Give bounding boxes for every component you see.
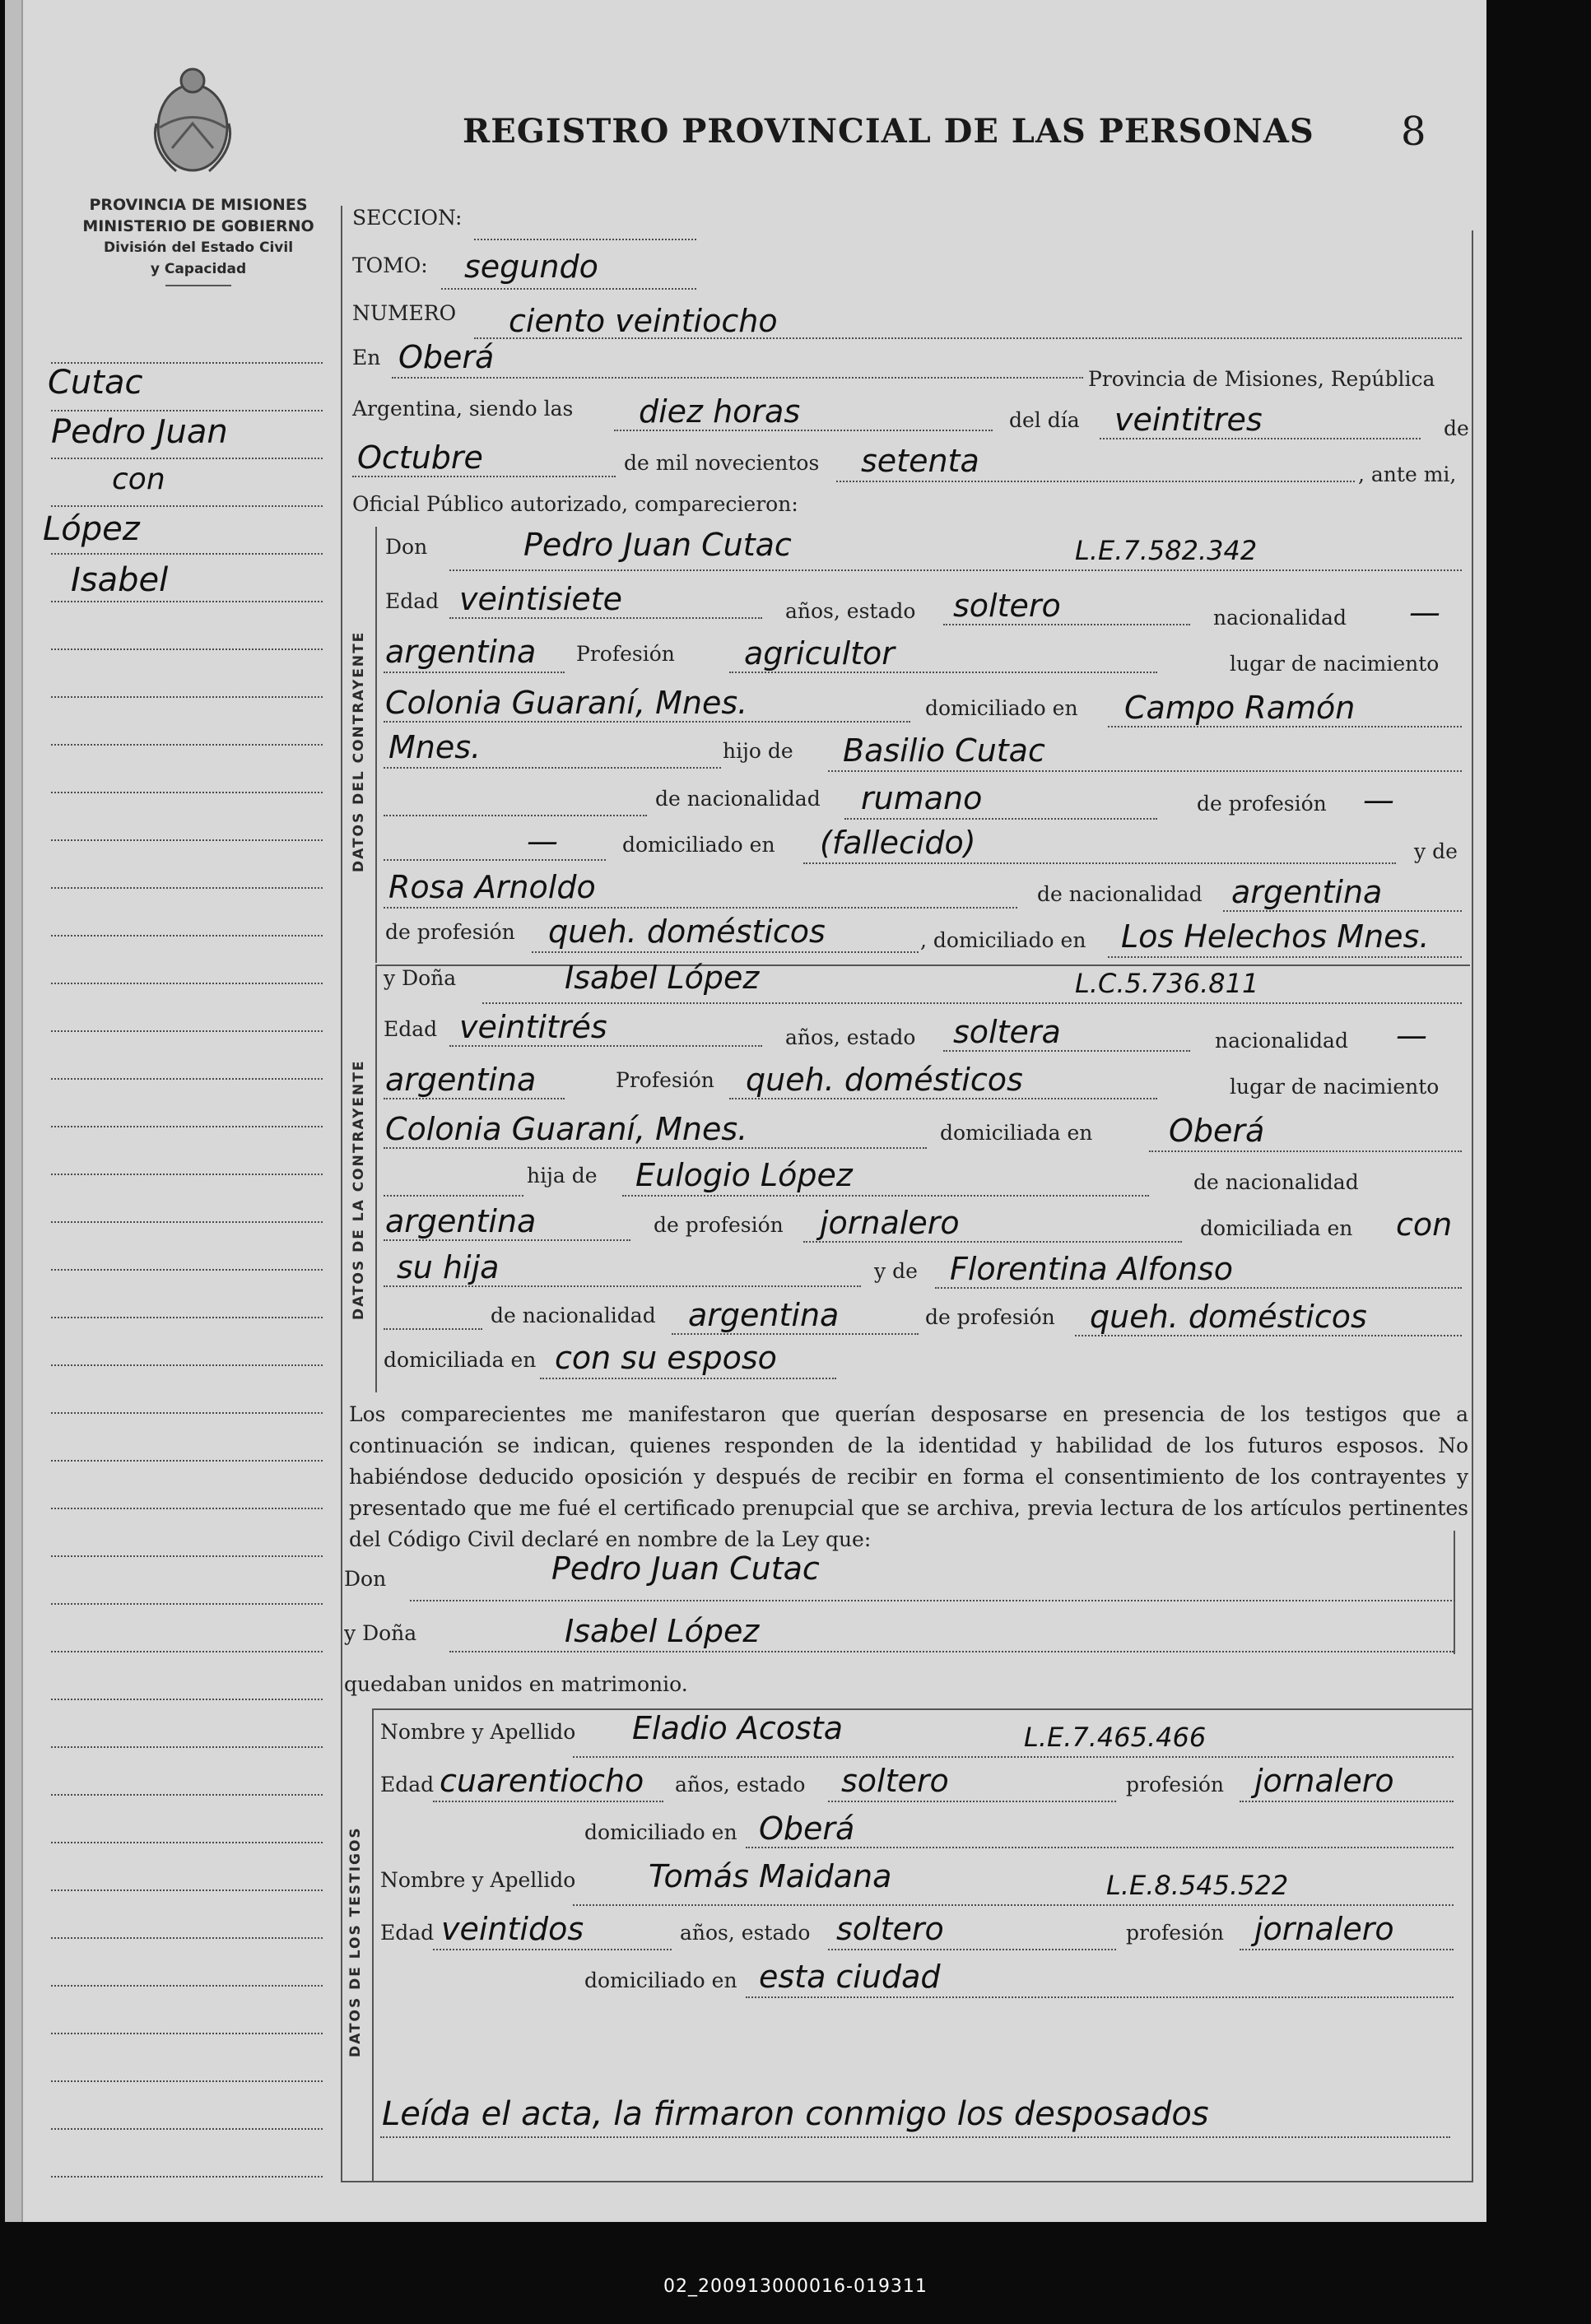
label-y-de-bride: y de	[874, 1259, 918, 1283]
witness1-profession: jornalero	[1254, 1763, 1394, 1799]
groom-document: L.E.7.582.342	[1075, 535, 1258, 566]
bottom-frame	[341, 2181, 1473, 2182]
page-number: 8	[1401, 109, 1426, 155]
label-de-mil: de mil novecientos	[624, 451, 820, 475]
bride-profession: queh. domésticos	[746, 1062, 1023, 1098]
margin-ruled-line	[51, 887, 323, 889]
label-de: de	[1444, 416, 1469, 440]
margin-surname-2: López	[43, 510, 140, 548]
label-y-dona-declaration: y Doña	[344, 1621, 417, 1645]
witness1-name: Eladio Acosta	[632, 1710, 843, 1746]
label-hija-de: hija de	[527, 1164, 598, 1188]
mes-value: Octubre	[357, 439, 483, 476]
label-lugar-nacimiento: lugar de nacimiento	[1230, 652, 1440, 676]
margin-ruled-line	[51, 1651, 323, 1652]
witness1-age: cuarentiocho	[440, 1763, 644, 1799]
label-de-profesion-mother: de profesión	[385, 920, 515, 944]
label-profesion: Profesión	[576, 642, 675, 666]
bride-age: veintitrés	[459, 1009, 607, 1045]
label-anos-estado-bride: años, estado	[785, 1025, 916, 1049]
groom-age: veintisiete	[459, 581, 622, 617]
bride-father-nationality: argentina	[385, 1203, 537, 1239]
witness2-status: soltero	[836, 1911, 944, 1947]
label-edad-w2: Edad	[380, 1921, 435, 1945]
label-hijo-de: hijo de	[723, 739, 793, 763]
label-don-declaration: Don	[344, 1567, 387, 1591]
bride-mother-nationality: argentina	[688, 1297, 840, 1333]
groom-name: Pedro Juan Cutac	[523, 527, 792, 563]
label-domiciliada-en: domiciliada en	[940, 1121, 1093, 1145]
groom-nationality-dash: —	[1409, 594, 1440, 630]
groom-nationality: argentina	[385, 634, 537, 670]
hora-value: diez horas	[639, 393, 801, 430]
groom-father-domicile: (fallecido)	[820, 825, 976, 861]
label-lugar-nacimiento-bride: lugar de nacimiento	[1230, 1075, 1440, 1099]
label-domiciliado-en-father: domiciliado en	[622, 833, 775, 857]
margin-divider	[341, 206, 342, 2181]
label-domiciliado-en-mother: , domiciliado en	[920, 928, 1086, 952]
label-profesion-w1: profesión	[1126, 1773, 1225, 1796]
label-en: En	[352, 346, 381, 370]
label-de-nacionalidad: de nacionalidad	[655, 787, 821, 811]
margin-con: con	[112, 462, 165, 496]
margin-ruled-line	[51, 983, 323, 984]
label-seccion: SECCION:	[352, 206, 463, 230]
label-tomo: TOMO:	[352, 253, 428, 277]
margin-ruled-line	[51, 1412, 323, 1414]
margin-ruled-line	[51, 1985, 323, 1987]
label-de-profesion-bride-mother: de profesión	[925, 1305, 1055, 1329]
groom-mother-domicile: Los Helechos Mnes.	[1121, 918, 1430, 955]
numero-value: ciento veintiocho	[509, 303, 778, 339]
margin-ruled-line	[51, 2033, 323, 2034]
label-argentina-siendo: Argentina, siendo las	[352, 397, 574, 421]
margin-ruled-line	[51, 1364, 323, 1366]
margin-ruled-line	[51, 792, 323, 793]
label-y-dona: y Doña	[384, 966, 457, 990]
label-numero: NUMERO	[352, 301, 457, 325]
right-frame	[1472, 230, 1473, 2181]
groom-father-domicile-dash: —	[527, 823, 558, 859]
image-caption: 02_200913000016-019311	[663, 2276, 928, 2297]
margin-ruled-line	[51, 2128, 323, 2130]
groom-domicile-2: Mnes.	[388, 729, 481, 765]
label-de-nacionalidad-mother: de nacionalidad	[1037, 882, 1203, 906]
declared-groom: Pedro Juan Cutac	[551, 1550, 820, 1587]
bride-document: L.C.5.736.811	[1075, 968, 1259, 999]
label-provincia: Provincia de Misiones, República	[1088, 367, 1435, 391]
label-domiciliado-en-w1: domiciliado en	[584, 1820, 737, 1844]
margin-ruled-line	[51, 2176, 323, 2178]
margin-ruled-line	[51, 744, 323, 746]
label-nacionalidad-bride: nacionalidad	[1215, 1029, 1348, 1053]
witness1-status: soltero	[841, 1763, 949, 1799]
closing-statement: Leída el acta, la firmaron conmigo los desposados	[382, 2095, 1209, 2133]
label-profesion-bride: Profesión	[616, 1068, 714, 1092]
division-line2: y Capacidad	[150, 261, 247, 277]
margin-given-names-2: Isabel	[71, 561, 169, 599]
declaration-paragraph: Los comparecientes me manifestaron que querían desposarse en presencia de los testigos que a continuación se indican, quienes responden de la identidad y habilidad de los futuros esposos. No habiéndose deducido oposición y después de recibir en forma el consentimiento de los contrayentes y presentado que me fué el certificado prenupcial que se archiva, previa lectura de los artículos pertinentes del Código Civil declaré en nombre de la Ley que:	[349, 1402, 1468, 1551]
margin-ruled-line	[51, 1746, 323, 1748]
margin-ruled-line	[51, 410, 323, 411]
label-edad-w1: Edad	[380, 1773, 435, 1796]
label-oficial: Oficial Público autorizado, comparecieron:	[352, 492, 798, 516]
witness2-profession: jornalero	[1254, 1911, 1394, 1947]
label-de-profesion: de profesión	[1197, 792, 1327, 816]
groom-domicile: Campo Ramón	[1124, 690, 1356, 726]
margin-ruled-line	[51, 1699, 323, 1700]
label-don: Don	[385, 535, 428, 559]
bride-father-domicile: con	[1396, 1206, 1453, 1243]
margin-ruled-line	[51, 648, 323, 650]
en-value: Oberá	[398, 339, 495, 375]
groom-mother-profession: queh. domésticos	[548, 913, 826, 950]
margin-ruled-line	[51, 1078, 323, 1080]
witness2-document: L.E.8.545.522	[1106, 1870, 1289, 1901]
witness1-document: L.E.7.465.466	[1024, 1722, 1207, 1753]
anio-value: setenta	[861, 443, 979, 479]
margin-ruled-line	[51, 458, 323, 459]
bride-mother-domicile: con su esposo	[555, 1340, 777, 1376]
margin-ruled-line	[51, 1555, 323, 1557]
tomo-value: segundo	[464, 249, 598, 285]
bride-father-domicile-2: su hija	[397, 1249, 500, 1285]
bride-mother: Florentina Alfonso	[950, 1251, 1233, 1287]
margin-ruled-line	[51, 696, 323, 698]
margin-ruled-line	[51, 839, 323, 841]
label-de-nacionalidad-bride-mother: de nacionalidad	[491, 1304, 656, 1327]
margin-ruled-line	[51, 1603, 323, 1605]
groom-profession: agricultor	[744, 635, 895, 672]
margin-ruled-line	[51, 362, 323, 364]
margin-ruled-line	[51, 553, 323, 555]
label-domiciliado-en: domiciliado en	[925, 696, 1078, 720]
bride-nationality: argentina	[385, 1062, 537, 1098]
groom-father-profession: —	[1363, 782, 1394, 818]
groom-father-nationality: rumano	[861, 780, 983, 816]
groom-mother-nationality: argentina	[1231, 874, 1383, 910]
groom-status: soltero	[953, 588, 1061, 624]
label-domiciliada-en-father: domiciliada en	[1200, 1216, 1353, 1240]
witness1-domicile: Oberá	[759, 1810, 855, 1847]
label-nombre-apellido-w2: Nombre y Apellido	[380, 1868, 576, 1892]
province-name: PROVINCIA DE MISIONES	[89, 196, 308, 214]
margin-ruled-line	[51, 1030, 323, 1032]
ministry-name: MINISTERIO DE GOBIERNO	[82, 217, 314, 235]
label-nombre-apellido-w1: Nombre y Apellido	[380, 1720, 576, 1744]
groom-father: Basilio Cutac	[843, 732, 1045, 769]
margin-surname: Cutac	[48, 364, 143, 402]
margin-ruled-line	[51, 935, 323, 937]
bride-father-profession: jornalero	[820, 1205, 960, 1241]
label-edad: Edad	[385, 589, 440, 613]
margin-ruled-line	[51, 1842, 323, 1843]
groom-mother: Rosa Arnoldo	[388, 869, 596, 905]
bride-father: Eulogio López	[635, 1157, 853, 1193]
witness2-domicile: esta ciudad	[759, 1959, 941, 1995]
label-domiciliado-en-w2: domiciliado en	[584, 1968, 737, 1992]
margin-ruled-line	[51, 1794, 323, 1796]
issuing-office	[46, 194, 351, 286]
label-del-dia: del día	[1009, 408, 1080, 432]
margin-ruled-line	[51, 1460, 323, 1462]
label-quedaban: quedaban unidos en matrimonio.	[344, 1672, 688, 1696]
coat-of-arms-icon	[143, 58, 242, 181]
label-anos-estado: años, estado	[785, 599, 916, 623]
label-anos-estado-w2: años, estado	[680, 1921, 811, 1945]
register-page	[5, 0, 1486, 2222]
bride-status: soltera	[953, 1014, 1061, 1050]
bride-domicile: Oberá	[1169, 1113, 1265, 1149]
margin-ruled-line	[51, 1317, 323, 1318]
margin-given-names: Pedro Juan	[51, 413, 228, 451]
margin-ruled-line	[51, 1937, 323, 1939]
division-line1: División del Estado Civil	[103, 239, 294, 256]
margin-ruled-line	[51, 2080, 323, 2082]
label-profesion-w2: profesión	[1126, 1921, 1225, 1945]
label-de-profesion-bride-father: de profesión	[654, 1213, 784, 1237]
margin-ruled-line	[51, 1889, 323, 1891]
page-title: REGISTRO PROVINCIAL DE LAS PERSONAS	[463, 112, 1314, 151]
witness2-name: Tomás Maidana	[649, 1858, 892, 1894]
groom-birthplace: Colonia Guaraní, Mnes.	[385, 685, 748, 721]
section-label-testigos: DATOS DE LOS TESTIGOS	[347, 1826, 364, 2057]
dia-value: veintitres	[1114, 402, 1263, 438]
label-edad-bride: Edad	[384, 1017, 438, 1041]
bride-name: Isabel López	[565, 960, 760, 996]
page-binding	[5, 0, 23, 2222]
margin-ruled-line	[51, 1174, 323, 1175]
margin-ruled-line	[51, 1508, 323, 1509]
label-ante-mi: , ante mi,	[1358, 462, 1457, 486]
margin-ruled-line	[51, 1269, 323, 1271]
bride-nationality-dash: —	[1396, 1017, 1427, 1053]
bride-birthplace: Colonia Guaraní, Mnes.	[385, 1111, 748, 1147]
margin-ruled-line	[51, 505, 323, 507]
witness2-age: veintidos	[441, 1911, 584, 1947]
section-label-la-contrayente: DATOS DE LA CONTRAYENTE	[351, 1059, 367, 1320]
margin-ruled-line	[51, 601, 323, 602]
label-domiciliada-en-mother: domiciliada en	[384, 1348, 537, 1372]
label-nacionalidad: nacionalidad	[1213, 606, 1347, 630]
margin-ruled-line	[51, 1126, 323, 1127]
label-de-nacionalidad-bride-father: de nacionalidad	[1193, 1170, 1359, 1194]
label-y-de: y de	[1414, 839, 1458, 863]
declared-bride: Isabel López	[565, 1613, 760, 1649]
margin-ruled-line	[51, 1221, 323, 1223]
section-label-contrayente: DATOS DEL CONTRAYENTE	[351, 630, 367, 872]
bride-mother-profession: queh. domésticos	[1090, 1299, 1367, 1335]
label-anos-estado-w1: años, estado	[675, 1773, 806, 1796]
